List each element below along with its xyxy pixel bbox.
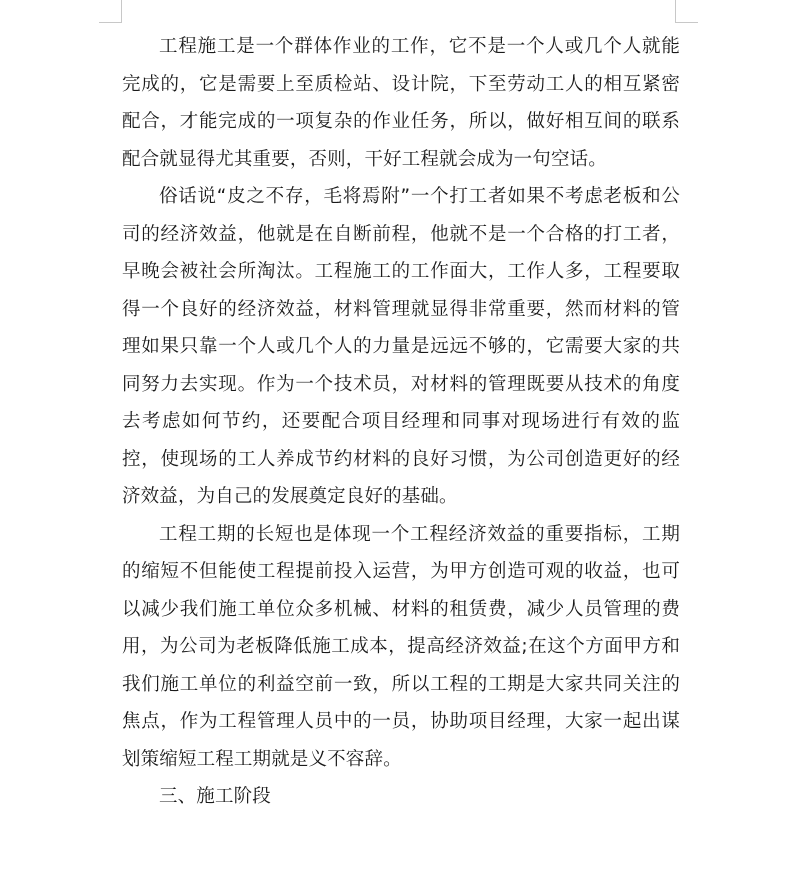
- document-body[interactable]: [122, 28, 680, 816]
- section-heading-construction-stage: 三、施工阶段: [159, 786, 271, 807]
- paragraph-teamwork: 工程施工是一个群体作业的工作，它不是一个人或几个人就能完成的，它是需要上至质检站、设计院，下至劳动工人的相互紧密配合，才能完成的一项复杂的作业任务，所以，做好相互间的联系配合就显得尤其重要，否则，干好工程就会成为一句空话。: [122, 36, 680, 170]
- paragraph-construction-period: 工程工期的长短也是体现一个工程经济效益的重要指标，工期的缩短不但能使工程提前投入运营，为甲方创造可观的收益，也可以减少我们施工单位众多机械、材料的租赁费，减少人员管理的费用，为公司为老板降低施工成本，提高经济效益;在这个方面甲方和我们施工单位的利益空前一致，所以工程的工期是大家共同关注的焦点，作为工程管理人员中的一员，协助项目经理，大家一起出谋划策缩短工程工期就是义不容辞。: [122, 523, 680, 770]
- margin-corner-mark-left: [99, 0, 122, 23]
- paragraph-material-management: 俗话说“皮之不存，毛将焉附”一个打工者如果不考虑老板和公司的经济效益，他就是在自断前程，他就不是一个合格的打工者，早晚会被社会所淘汰。工程施工的工作面大，工作人多，工程要取得一个良好的经济效益，材料管理就显得非常重要，然而材料的管理如果只靠一个人或几个人的力量是远远不够的，它需要大家的共同努力去实现。作为一个技术员，对材料的管理既要从技术的角度去考虑如何节约，还要配合项目经理和同事对现场进行有效的监控，使现场的工人养成节约材料的良好习惯，为公司创造更好的经济效益，为自己的发展奠定良好的基础。: [122, 186, 680, 507]
- margin-corner-mark-right: [675, 0, 698, 23]
